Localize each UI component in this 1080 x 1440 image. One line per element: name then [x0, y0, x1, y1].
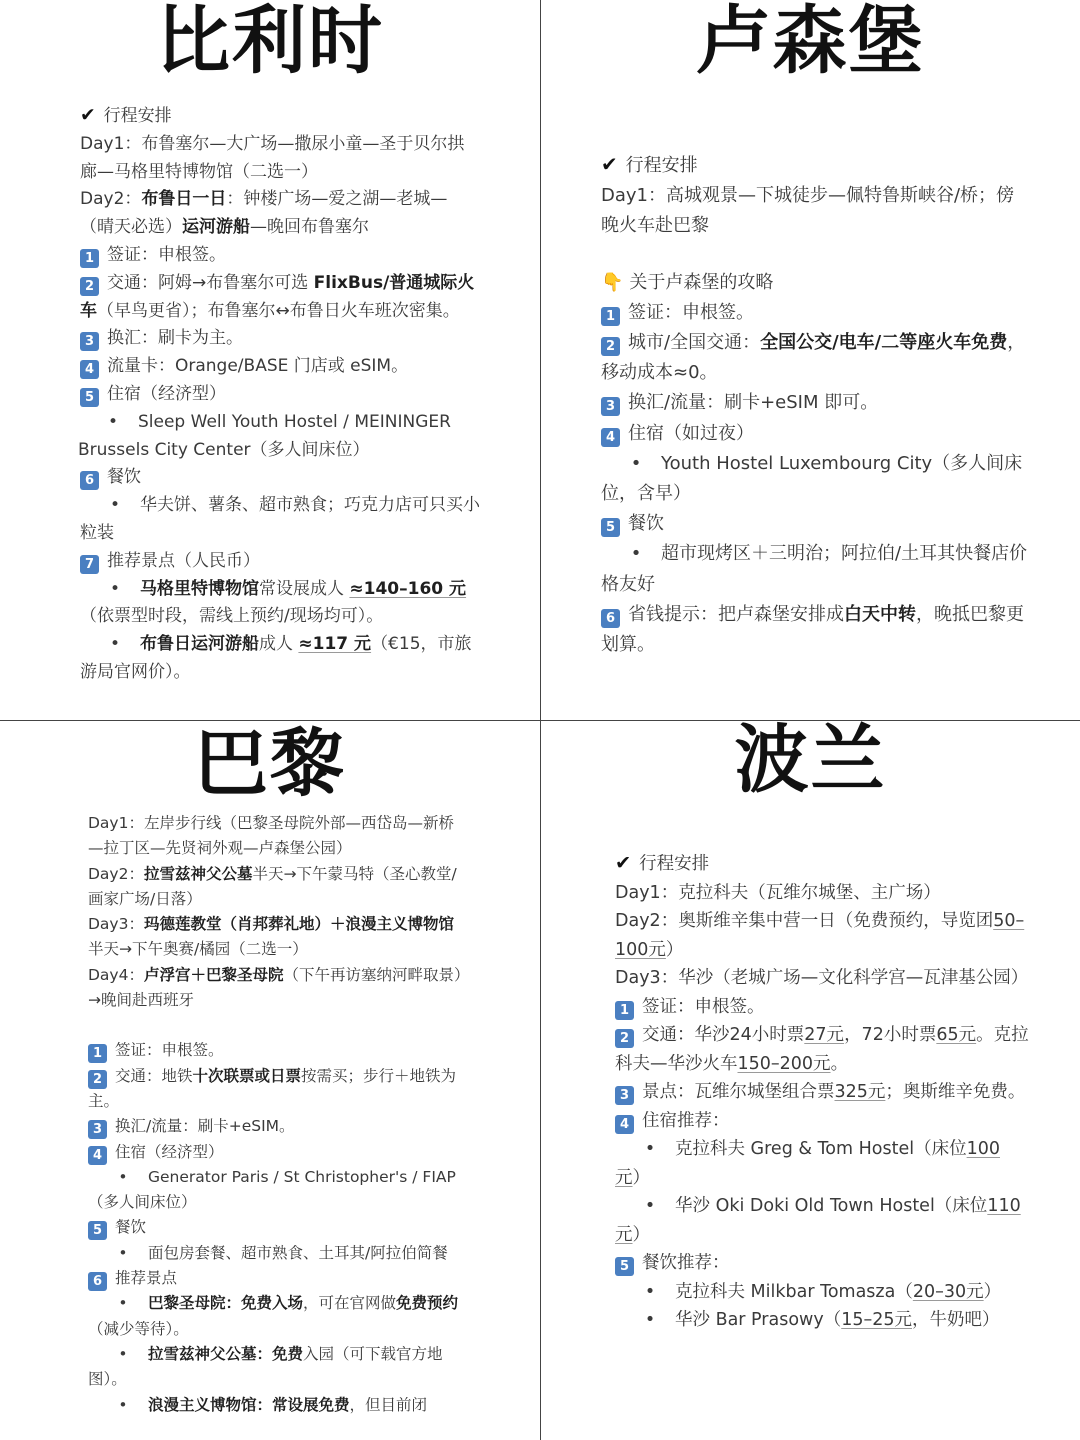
- bullet-icon: •: [644, 1139, 656, 1159]
- bullet-icon: •: [118, 1344, 128, 1363]
- luxembourg-title: 卢森堡: [696, 0, 925, 84]
- day3-line: Day3：华沙（老城广场—文化科学宫—瓦津基公园）: [615, 968, 1029, 988]
- number-3-icon: 3: [615, 1086, 634, 1105]
- exchange-line: 3 换汇/流量：刷卡+eSIM 即可。: [601, 388, 1032, 418]
- number-1-icon: 1: [80, 249, 99, 268]
- belgium-title: 比利时: [156, 0, 384, 84]
- transport-line: 2 交通：华沙24小时票27元，72小时票65元。克拉科夫—华沙火车150–200元。: [615, 1025, 1029, 1074]
- poland-section: [541, 721, 1080, 1440]
- food-item: • 超市现烤区＋三明治；阿拉伯/土耳其快餐店价格友好: [601, 539, 1032, 599]
- bullet-icon: •: [644, 1310, 656, 1330]
- sights-line: 6 推荐景点: [88, 1266, 468, 1291]
- number-4-icon: 4: [88, 1146, 107, 1165]
- lodging-item-1: • 克拉科夫 Greg & Tom Hostel（床位100元）: [615, 1135, 1032, 1192]
- number-5-icon: 5: [601, 518, 620, 537]
- day1-line: Day1：高城观景—下城徒步—佩特鲁斯峡谷/桥；傍晚火车赴巴黎: [601, 185, 1015, 237]
- sim-line: 4 流量卡：Orange/BASE 门店或 eSIM。: [80, 353, 480, 381]
- exchange-line: 3 换汇：刷卡为主。: [80, 325, 480, 353]
- lodging-line: 4 住宿（如过夜）: [601, 419, 1032, 449]
- sight-item-3: • 浪漫主义博物馆：常设展免费，但目前闭: [88, 1393, 468, 1418]
- paris-body: [0, 801, 540, 1418]
- number-2-icon: 2: [80, 277, 99, 296]
- sights-line: 3 景点：瓦维尔城堡组合票325元；奥斯维辛免费。: [615, 1078, 1032, 1107]
- day3-line: Day3：玛德莲教堂（肖邦葬礼地）＋浪漫主义博物馆半天→下午奥赛/橘园（二选一）: [88, 915, 454, 959]
- check-mark-icon: ✔: [80, 105, 96, 126]
- itinerary-heading: ✔ 行程安排: [601, 153, 698, 176]
- poland-body: [541, 797, 1080, 1335]
- transport-line: 2 交通：地铁十次联票或日票按需买；步行＋地铁为主。: [88, 1066, 457, 1110]
- bullet-icon: •: [109, 495, 121, 516]
- food-line: 5 餐饮: [88, 1215, 468, 1240]
- food-item-1: • 克拉科夫 Milkbar Tomasza（20–30元）: [615, 1278, 1032, 1307]
- transport-line: 2 交通：阿姆→布鲁塞尔可选 FlixBus/普通城际火车（早鸟更省）；布鲁塞尔↔布鲁日火车班次密集。: [80, 272, 475, 321]
- sight-item-1: • 巴黎圣母院：免费入场，可在官网做免费预约（减少等待）。: [88, 1291, 468, 1342]
- number-2-icon: 2: [88, 1070, 107, 1089]
- day1-line: Day1：布鲁塞尔—大广场—撒尿小童—圣于贝尔拱廊—马格里特博物馆（二选一）: [80, 133, 465, 182]
- day1-line: Day1：左岸步行线（巴黎圣母院外部—西岱岛—新桥—拉丁区—先贤祠外观—卢森堡公园）: [88, 814, 454, 858]
- number-4-icon: 4: [80, 360, 99, 379]
- day2-line: Day2：拉雪兹神父公墓半天→下午蒙马特（圣心教堂/画家广场/日落）: [88, 864, 457, 908]
- bullet-icon: •: [118, 1243, 128, 1262]
- bullet-icon: •: [644, 1196, 656, 1216]
- poland-title: 波兰: [734, 721, 887, 803]
- visa-line: 1 签证：申根签。: [80, 242, 480, 270]
- luxembourg-section: [541, 0, 1080, 720]
- bullet-icon: •: [630, 452, 642, 474]
- number-5-icon: 5: [615, 1257, 634, 1276]
- guide-heading: 👇 关于卢森堡的攻略: [601, 271, 774, 293]
- visa-line: 1 签证：申根签。: [601, 298, 1032, 328]
- food-item: • 华夫饼、薯条、超市熟食；巧克力店可只买小粒装: [80, 492, 480, 548]
- number-3-icon: 3: [80, 332, 99, 351]
- number-1-icon: 1: [615, 1001, 634, 1020]
- number-5-icon: 5: [88, 1221, 107, 1240]
- number-6-icon: 6: [88, 1272, 107, 1291]
- number-2-icon: 2: [615, 1029, 634, 1048]
- sights-line: 7 推荐景点（人民币）: [80, 548, 480, 576]
- number-6-icon: 6: [601, 609, 620, 628]
- bullet-icon: •: [109, 578, 121, 599]
- lodging-item: • Sleep Well Youth Hostel / MEININGER Brussels City Center（多人间床位）: [78, 409, 480, 465]
- bullet-icon: •: [118, 1294, 128, 1313]
- lodging-item-2: • 华沙 Oki Doki Old Town Hostel（床位110元）: [615, 1192, 1032, 1249]
- lodging-line: 4 住宿（经济型）: [88, 1140, 468, 1165]
- tip-line: 6 省钱提示：把卢森堡安排成白天中转，晚抵巴黎更划算。: [601, 603, 1024, 656]
- paris-section: [0, 721, 540, 1440]
- check-mark-icon: ✔: [601, 153, 618, 176]
- food-line: 5 餐饮推荐：: [615, 1249, 1032, 1278]
- bullet-icon: •: [107, 411, 119, 432]
- number-7-icon: 7: [80, 555, 99, 574]
- number-5-icon: 5: [80, 388, 99, 407]
- pointing-down-hand-icon: 👇: [601, 271, 624, 293]
- bullet-icon: •: [118, 1167, 128, 1186]
- bullet-icon: •: [109, 634, 121, 655]
- itinerary-heading: ✔ 行程安排: [615, 851, 710, 874]
- spacer: [601, 242, 1032, 268]
- day4-line: Day4：卢浮宫＋巴黎圣母院（下午再访塞纳河畔取景）→晚间赴西班牙: [88, 965, 462, 1010]
- day2-line: Day2：布鲁日一日：钟楼广场—爱之湖—老城—（晴天必选）运河游船—晚回布鲁塞尔: [80, 189, 448, 238]
- exchange-line: 3 换汇/流量：刷卡+eSIM。: [88, 1114, 468, 1139]
- food-line: 5 餐饮: [601, 509, 1032, 539]
- number-1-icon: 1: [88, 1044, 107, 1063]
- belgium-body: [0, 78, 540, 687]
- paris-title: 巴黎: [194, 721, 346, 807]
- itinerary-heading: ✔ 行程安排: [80, 105, 172, 126]
- food-item-2: • 华沙 Bar Prasowy（15–25元，牛奶吧）: [615, 1306, 1032, 1335]
- number-3-icon: 3: [601, 397, 620, 416]
- bullet-icon: •: [644, 1281, 656, 1302]
- lodging-item: • Generator Paris / St Christopher's / FIAP（多人间床位）: [88, 1165, 468, 1216]
- day1-line: Day1：克拉科夫（瓦维尔城堡、主广场）: [615, 882, 941, 903]
- spacer: [88, 1013, 468, 1038]
- check-mark-icon: ✔: [615, 851, 632, 874]
- number-2-icon: 2: [601, 337, 620, 356]
- lodging-line: 5 住宿（经济型）: [80, 381, 480, 409]
- lodging-item: • Youth Hostel Luxembourg City（多人间床位，含早）: [601, 449, 1032, 509]
- number-4-icon: 4: [601, 428, 620, 447]
- bullet-icon: •: [118, 1395, 128, 1414]
- food-line: 6 餐饮: [80, 464, 480, 492]
- number-6-icon: 6: [80, 471, 99, 490]
- food-item: • 面包房套餐、超市熟食、土耳其/阿拉伯简餐: [88, 1241, 468, 1266]
- belgium-section: [0, 0, 540, 720]
- sight-item-2: • 拉雪兹神父公墓：免费入园（可下载官方地图）。: [88, 1342, 468, 1393]
- number-3-icon: 3: [88, 1120, 107, 1139]
- sight-item-1: • 马格里特博物馆常设展成人 ≈140–160 元（依票型时段，需线上预约/现场均可）。: [80, 576, 480, 632]
- transport-line: 2 城市/全国交通：全国公交/电车/二等座火车免费，移动成本≈0。: [601, 332, 1026, 384]
- luxembourg-body: [541, 78, 1080, 660]
- sight-item-2: • 布鲁日运河游船成人 ≈117 元（€15，市旅游局官网价）。: [80, 631, 480, 687]
- visa-line: 1 签证：申根签。: [88, 1038, 468, 1063]
- number-1-icon: 1: [601, 307, 620, 326]
- day2-line: Day2：奥斯维辛集中营一日（免费预约，导览团50–100元）: [615, 911, 1025, 960]
- lodging-line: 4 住宿推荐：: [615, 1107, 1032, 1136]
- visa-line: 1 签证：申根签。: [615, 993, 1032, 1022]
- number-4-icon: 4: [615, 1115, 634, 1134]
- bullet-icon: •: [630, 543, 642, 565]
